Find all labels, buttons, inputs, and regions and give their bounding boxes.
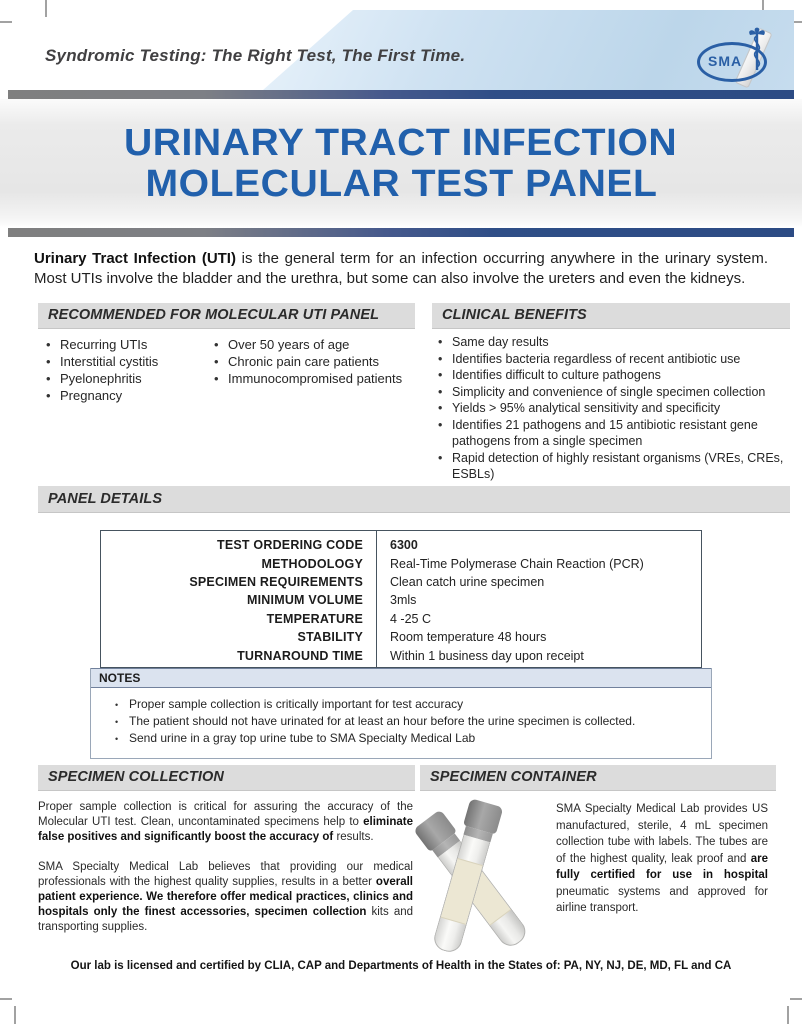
text-run: Proper sample collection is critical for assuring the accuracy of the Molecular UTI test. Clean, uncontaminated specimens help to [38,801,413,828]
text-run: SMA Specialty Medical Lab provides US manufactured, sterile, 4 mL specimen collection tube with labels. The tubes are of the highest quality, leak proof and [556,803,768,865]
text-run: results. [333,831,374,843]
recommended-heading: RECOMMENDED FOR MOLECULAR UTI PANEL [38,303,415,329]
table-row [101,591,701,609]
collection-paragraph-1 [38,800,413,845]
clinical-benefits-heading: CLINICAL BENEFITS [432,303,790,329]
list-item: • Pregnancy [44,387,212,404]
recommended-col2 [212,336,402,404]
gradient-bar [8,228,794,237]
list-item: • Identifies bacteria regardless of recent antibiotic use [436,351,790,368]
table-row [101,554,701,572]
specimen-collection-text [38,800,413,935]
specimen-container-text [556,801,768,917]
recommended-list [44,336,416,404]
crop-mark [14,1006,16,1024]
list-item: • The patient should not have urinated for at least an hour before the urine specimen is collected. [113,713,701,730]
container-paragraph [556,801,768,917]
gradient-bar [8,90,794,99]
clinical-benefits-list [436,334,790,483]
intro-paragraph [34,249,768,289]
table-divider [376,531,377,667]
list-item: • Send urine in a gray top urine tube to SMA Specialty Medical Lab [113,730,701,747]
page-title-line1: URINARY TRACT INFECTION [124,121,678,164]
table-row [101,610,701,628]
row-value: Real-Time Polymerase Chain Reaction (PCR) [390,556,644,571]
row-label: STABILITY [297,630,363,645]
header [8,10,794,90]
list-item: • Recurring UTIs [44,336,212,353]
row-label: TURNAROUND TIME [237,648,363,663]
list-item: • Chronic pain care patients [212,353,402,370]
list-item: • Proper sample collection is critically important for test accuracy [113,696,701,713]
list-item: • Identifies 21 pathogens and 15 antibiotic resistant gene pathogens from a single specimen [436,417,790,450]
row-label: TEST ORDERING CODE [217,538,363,553]
table-row [101,536,701,554]
table-row [101,646,701,664]
title-block [0,99,802,228]
logo-text: SMA [708,53,743,69]
crop-mark [0,998,12,1000]
page-title-line2: MOLECULAR TEST PANEL [145,162,657,205]
tagline: Syndromic Testing: The Right Test, The First Time. [45,46,466,65]
panel-details-heading: PANEL DETAILS [38,486,790,513]
specimen-container-heading: SPECIMEN CONTAINER [420,765,776,791]
table-row [101,573,701,591]
collection-paragraph-2 [38,860,413,935]
footer-certification: Our lab is licensed and certified by CLIA, CAP and Departments of Health in the States of: PA, NY, NJ, DE, MD, FL and CA [70,960,732,972]
recommended-col1 [44,336,212,404]
text-run-bold: eliminate false positives and significantly boost the accuracy of [38,816,413,843]
row-value: Room temperature 48 hours [390,630,547,645]
specimen-collection-heading: SPECIMEN COLLECTION [38,765,415,791]
row-label: METHODOLOGY [261,556,363,571]
crop-mark [787,1006,789,1024]
text-run: pneumatic systems and approved for airline transport. [556,885,768,914]
list-item: • Same day results [436,334,790,351]
notes-heading: NOTES [91,668,711,688]
specimen-tubes-photo [418,794,554,966]
text-run-bold: are fully certified for use in hospital [556,852,768,881]
caduceus-icon [744,26,770,72]
list-item: • Rapid detection of highly resistant organisms (VREs, CREs, ESBLs) [436,450,790,483]
list-item: • Simplicity and convenience of single specimen collection [436,384,790,401]
intro-rest: is the general term for an infection occurring anywhere in the urinary system. Most UTIs involve the bladder and the urethra, but some can also involve the ureters and even the kidneys. [34,250,768,287]
text-run: SMA Specialty Medical Lab believes that providing our medical professionals with the highest quality supplies, results in a better [38,861,413,888]
sma-logo [697,30,781,88]
list-item: • Over 50 years of age [212,336,402,353]
notes-box [90,668,712,759]
notes-list [91,688,711,758]
list-item: • Pyelonephritis [44,370,212,387]
row-value: 3mls [390,593,417,608]
list-item: • Identifies difficult to culture pathogens [436,367,790,384]
row-value: Clean catch urine specimen [390,574,545,589]
row-label: SPECIMEN REQUIREMENTS [189,574,363,589]
list-item: • Interstitial cystitis [44,353,212,370]
table-row [101,628,701,646]
panel-details-table [100,530,702,668]
row-value: Within 1 business day upon receipt [390,648,584,663]
text-run: kits and transporting supplies. [38,906,414,933]
crop-mark [790,998,802,1000]
row-label: MINIMUM VOLUME [247,593,363,608]
row-label: TEMPERATURE [266,611,363,626]
list-item: • Immunocompromised patients [212,370,402,387]
row-value: 6300 [390,538,418,553]
list-item: • Yields > 95% analytical sensitivity and specificity [436,400,790,417]
row-value: 4 -25 C [390,611,431,626]
text-run-bold: overall patient experience. We therefore offer medical practices, clinics and hospitals only the finest accessories, specimen collection [38,876,413,918]
intro-bold: Urinary Tract Infection (UTI) [34,250,236,267]
